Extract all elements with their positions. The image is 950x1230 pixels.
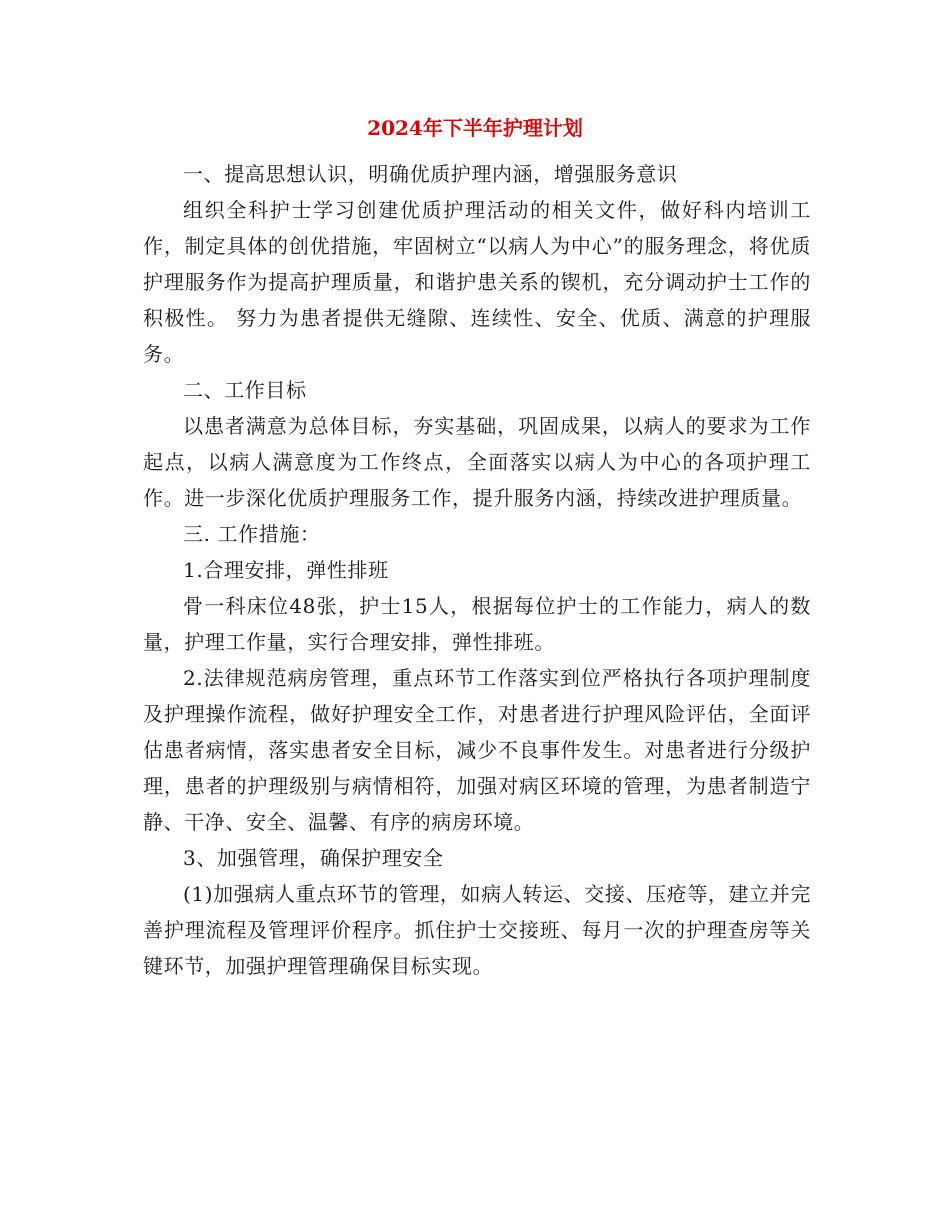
paragraph-5: (1)加强病人重点环节的管理，如病人转运、交接、压疮等，建立并完善护理流程及管理评价程序。抓住护士交接班、每月一次的护理查房等关键环节，加强护理管理确保目标实现。 bbox=[143, 882, 811, 978]
section-heading-2: 二、工作目标 bbox=[183, 378, 307, 402]
paragraph-2: 以患者满意为总体目标，夯实基础，巩固成果，以病人的要求为工作起点，以病人满意度为工作终点，全面落实以病人为中心的各项护理工作。进一步深化优质护理服务工作，提升服务内涵，持续改进护理质量。 bbox=[143, 414, 811, 510]
subheading-1: 1.合理安排，弹性排班 bbox=[183, 558, 389, 582]
paragraph-4: 2.法律规范病房管理，重点环节工作落实到位严格执行各项护理制度及护理操作流程，做好护理安全工作，对患者进行护理风险评估，全面评估患者病情，落实患者安全目标，减少不良事件发生。对患者进行分级护理，患者的护理级别与病情相符，加强对病区环境的管理，为患者制造宁静、干净、安全、温馨、有序的病房环境。 bbox=[143, 666, 811, 834]
paragraph-3: 骨一科床位48张，护士15人，根据每位护士的工作能力，病人的数量，护理工作量，实行合理安排，弹性排班。 bbox=[143, 594, 811, 654]
document-body bbox=[143, 156, 811, 984]
document-title: 2024年下半年护理计划 bbox=[367, 116, 583, 140]
section-heading-3: 三. 工作措施： bbox=[183, 522, 321, 546]
section-heading-1: 一、提高思想认识，明确优质护理内涵，增强服务意识 bbox=[183, 162, 678, 186]
paragraph-1: 组织全科护士学习创建优质护理活动的相关文件，做好科内培训工作，制定具体的创优措施，牢固树立“以病人为中心”的服务理念，将优质护理服务作为提高护理质量，和谐护患关系的锲机，充分调动护士工作的积极性。 努力为患者提供无缝隙、连续性、安全、优质、满意的护理服务。 bbox=[143, 198, 811, 366]
subheading-3: 3、加强管理，确保护理安全 bbox=[183, 846, 444, 870]
